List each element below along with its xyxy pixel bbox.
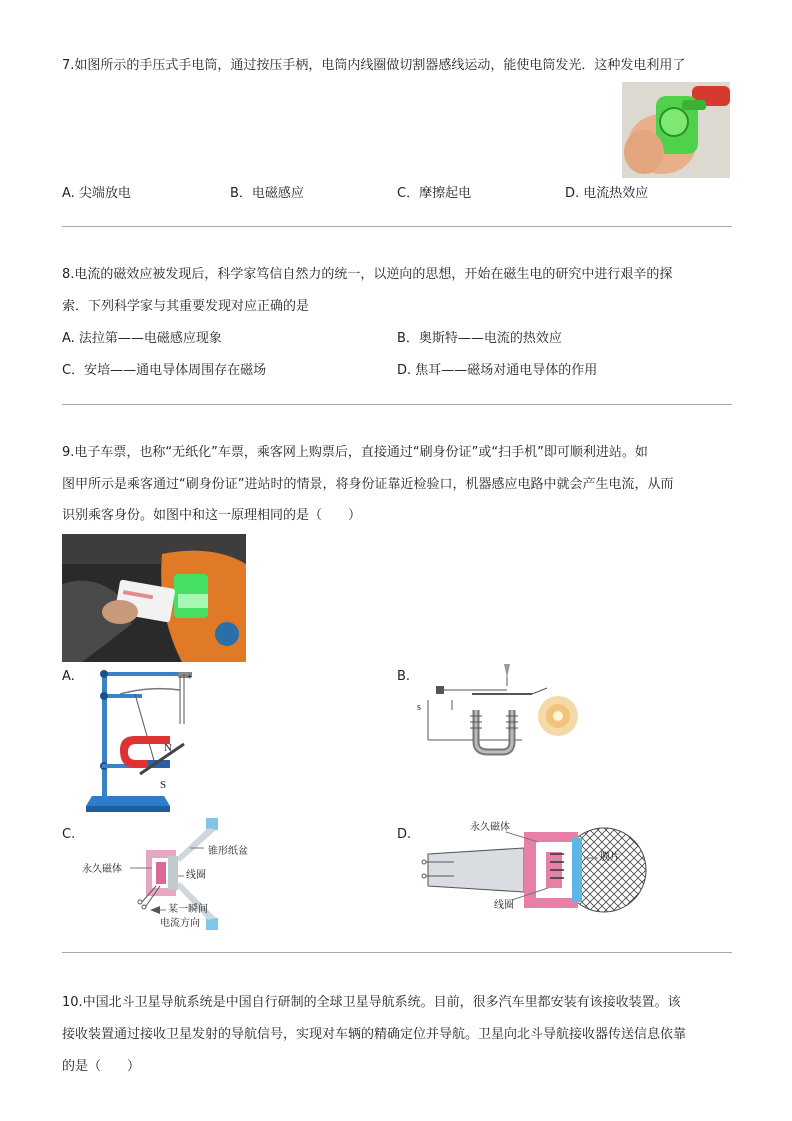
q8-stem-line1: 8.电流的磁效应被发现后，科学家笃信自然力的统一，以逆向的思想，开始在磁生电的研究中进行艰辛的探 (62, 267, 673, 282)
fig-a-plus-sign: + (187, 672, 193, 683)
q9-stem-line3: 识别乘客身份。如图中和这一原理相同的是（ ） (62, 508, 362, 523)
q8-option-d[interactable]: D. 焦耳——磁场对通电导体的作用 (397, 363, 598, 378)
q10-stem-line2: 接收装置通过接收卫星发射的导航信号，实现对车辆的精确定位并导航。卫星向北斗导航接收器传送信息依靠 (62, 1027, 687, 1042)
q7-flashlight-photo (622, 82, 730, 178)
q9-option-c-label[interactable]: C. (62, 827, 76, 842)
q9-figure-c[interactable] (80, 814, 280, 938)
fig-d-film-label: 膜片 (600, 852, 620, 863)
divider (62, 404, 732, 405)
q9-option-b-label[interactable]: B. (397, 669, 411, 684)
q9-stem-line2: 图甲所示是乘客通过“刷身份证”进站时的情景，将身份证靠近检验口，机器感应电路中就会产生电流，从而 (62, 477, 674, 492)
fig-c-current-label-2: 电流方向 (160, 918, 200, 929)
q7-option-b[interactable]: B．电磁感应 (230, 186, 304, 201)
q8-option-c[interactable]: C．安培——通电导体周围存在磁场 (62, 363, 267, 378)
fig-a-north-pole-label: N (164, 742, 172, 754)
fig-c-current-label-1: 某一瞬间 (168, 904, 208, 915)
q8-stem-line2: 索．下列科学家与其重要发现对应正确的是 (62, 299, 310, 314)
fig-c-coil-label: 线圈 (186, 870, 206, 881)
fig-b-switch-label: s (417, 702, 421, 713)
q7-option-d[interactable]: D. 电流热效应 (565, 186, 649, 201)
fig-a-south-pole-label: S (160, 779, 167, 791)
fig-c-magnet-label: 永久磁体 (82, 864, 122, 875)
divider (62, 952, 732, 953)
divider (62, 226, 732, 227)
q8-option-b[interactable]: B．奥斯特——电流的热效应 (397, 331, 562, 346)
q9-option-a-label[interactable]: A. (62, 669, 75, 684)
fig-c-cone-label: 锥形纸盆 (208, 846, 248, 857)
q9-option-d-label[interactable]: D. (397, 827, 412, 842)
fig-d-magnet-label: 永久磁体 (470, 822, 510, 833)
q7-stem: 7.如图所示的手压式手电筒，通过按压手柄，电筒内线圈做切割器感线运动，能使电筒发光．这种发电利用了 (62, 58, 686, 73)
fig-d-coil-label: 线圈 (494, 900, 514, 911)
q10-stem-line3: 的是（ ） (62, 1059, 141, 1074)
q7-option-c[interactable]: C．摩擦起电 (397, 186, 472, 201)
q7-option-a[interactable]: A. 尖端放电 (62, 186, 131, 201)
q9-stem-line1: 9.电子车票，也称“无纸化”车票，乘客网上购票后，直接通过“刷身份证”或“扫手机”即可顺利进站。如 (62, 445, 648, 460)
q9-figure-a[interactable] (80, 664, 280, 816)
q9-id-card-gate-photo (62, 534, 246, 662)
q9-figure-b[interactable] (412, 660, 592, 760)
q8-option-a[interactable]: A. 法拉第——电磁感应现象 (62, 331, 222, 346)
q10-stem-line1: 10.中国北斗卫星导航系统是中国自行研制的全球卫星导航系统。目前，很多汽车里都安装有该接收装置。该 (62, 995, 681, 1010)
q9-figure-d[interactable] (414, 814, 654, 924)
